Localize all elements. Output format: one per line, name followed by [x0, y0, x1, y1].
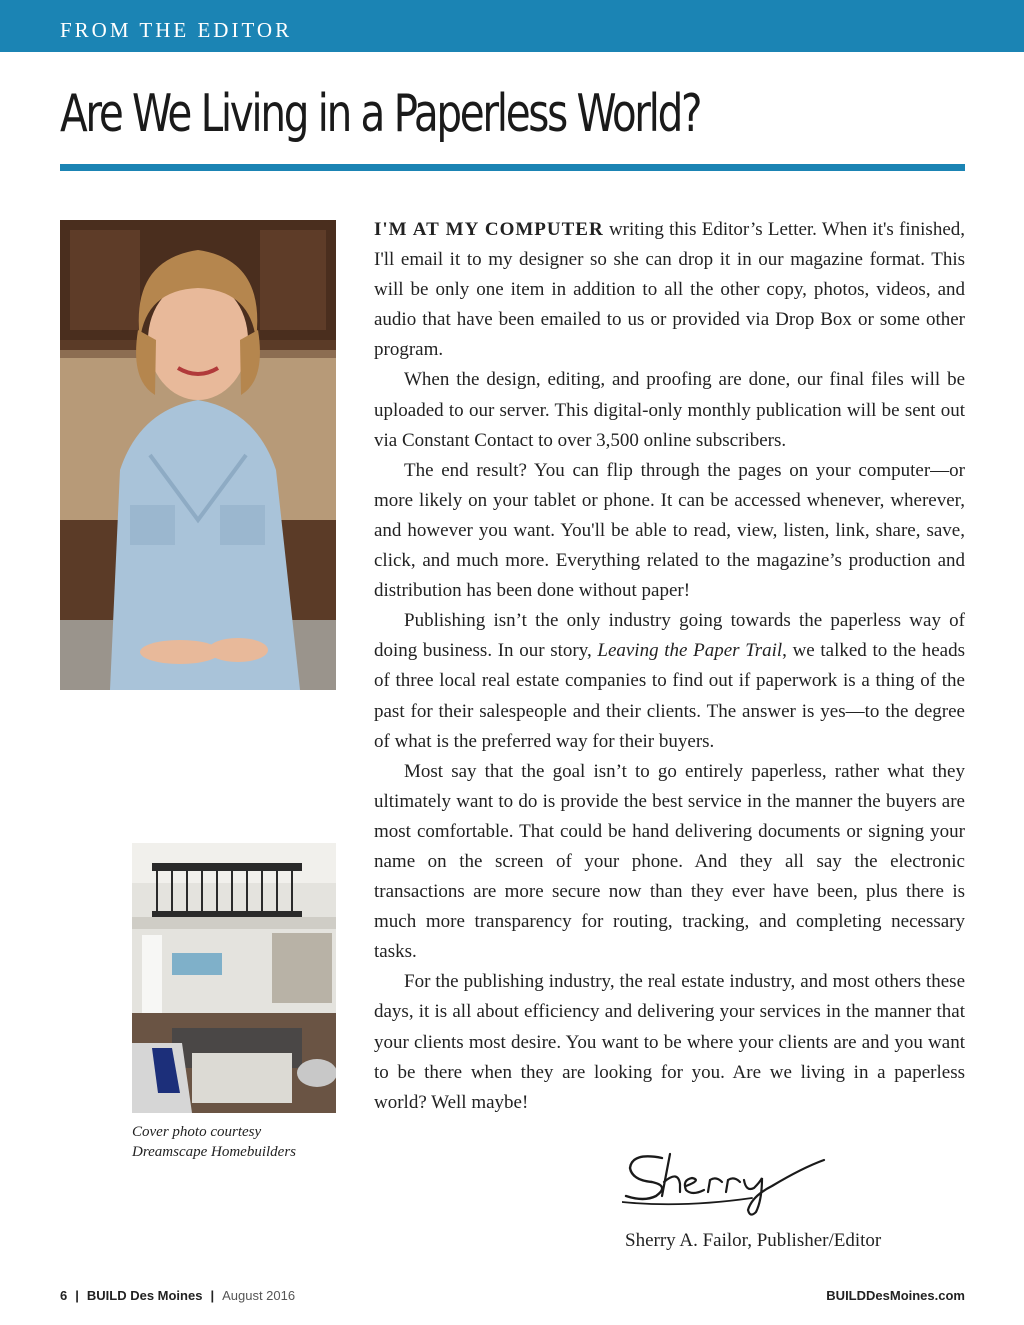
caption-line: Dreamscape Homebuilders — [132, 1144, 296, 1160]
article-paragraph: Most say that the goal isn’t to go entirely paperless, rather what they ultimately want to do is provide the best service in the manner the buyers are most comfortable. That could be hand delivering documents or signing your name on the screen of your phone. And they all say the electronic transactions are more secure now than they ever have been, plus there is much more transparency for routing, tracking, and completing necessary tasks. — [374, 760, 965, 963]
article-paragraph — [374, 215, 965, 365]
article-paragraph: For the publishing industry, the real estate industry, and most others these days, it is all about efficiency and delivering your services in the manner that your clients most desire. You want to be where your clients are and you want to be there when they are looking for you. Are we living in a paperless world? Well maybe! — [374, 971, 965, 1113]
article-paragraph — [374, 606, 965, 756]
editor-photo — [60, 220, 336, 690]
editor-letter-body — [374, 215, 965, 1118]
page-title: Are We Living in a Paperless World? — [60, 84, 701, 144]
cover-photo-caption — [132, 1122, 352, 1162]
website-link[interactable]: BUILDDesMoines.com — [826, 1288, 965, 1303]
paragraph-text: writing this Editor’s Letter. When it's finished, I'll email it to my designer so she can drop it in our magazine format. This will be only one item in addition to all the other copy, photos, videos, and audio that have been emailed to us or provided via Drop Box or some other program. — [374, 219, 966, 361]
footer-separator: | — [75, 1288, 79, 1303]
signature-image — [622, 1140, 832, 1220]
lead-in: I'M AT MY COMPUTER — [374, 219, 604, 240]
title-rule — [60, 164, 965, 171]
section-label: FROM THE EDITOR — [60, 18, 293, 42]
publication-name: BUILD Des Moines — [86, 1288, 203, 1303]
story-title-link: Leaving the Paper Trail — [597, 640, 783, 662]
caption-line: Cover photo courtesy — [132, 1124, 262, 1140]
paragraph-text: Publishing isn’t the only industry going towards the paperless way of doing business. In our story, — [374, 610, 965, 662]
page-number: 6 — [60, 1288, 68, 1303]
article-paragraph: The end result? You can flip through the pages on your computer—or more likely on your tablet or phone. It can be accessed whenever, wherever, and however you want. You'll be able to read, view, listen, link, share, save, click, and much more. Everything related to the magazine’s production and distribution has been done without paper! — [374, 459, 965, 602]
sign-off: Sherry A. Failor, Publisher/Editor — [625, 1230, 882, 1251]
footer-folio — [60, 1288, 295, 1303]
article-paragraph: When the design, editing, and proofing are done, our final files will be uploaded to our server. This digital-only monthly publication will be sent out via Constant Contact to over 3,500 online subscribers. — [374, 369, 965, 451]
cover-photo — [132, 843, 336, 1113]
paragraph-text: , we talked to the heads of three local real estate companies to find out if paperwork is a thing of the past for their salespeople and their clients. The answer is yes—to the degree of what is the preferred way for their buyers. — [374, 640, 966, 752]
section-header-bar — [0, 0, 1024, 52]
issue-date: August 2016 — [222, 1288, 296, 1303]
footer-separator: | — [210, 1288, 215, 1303]
